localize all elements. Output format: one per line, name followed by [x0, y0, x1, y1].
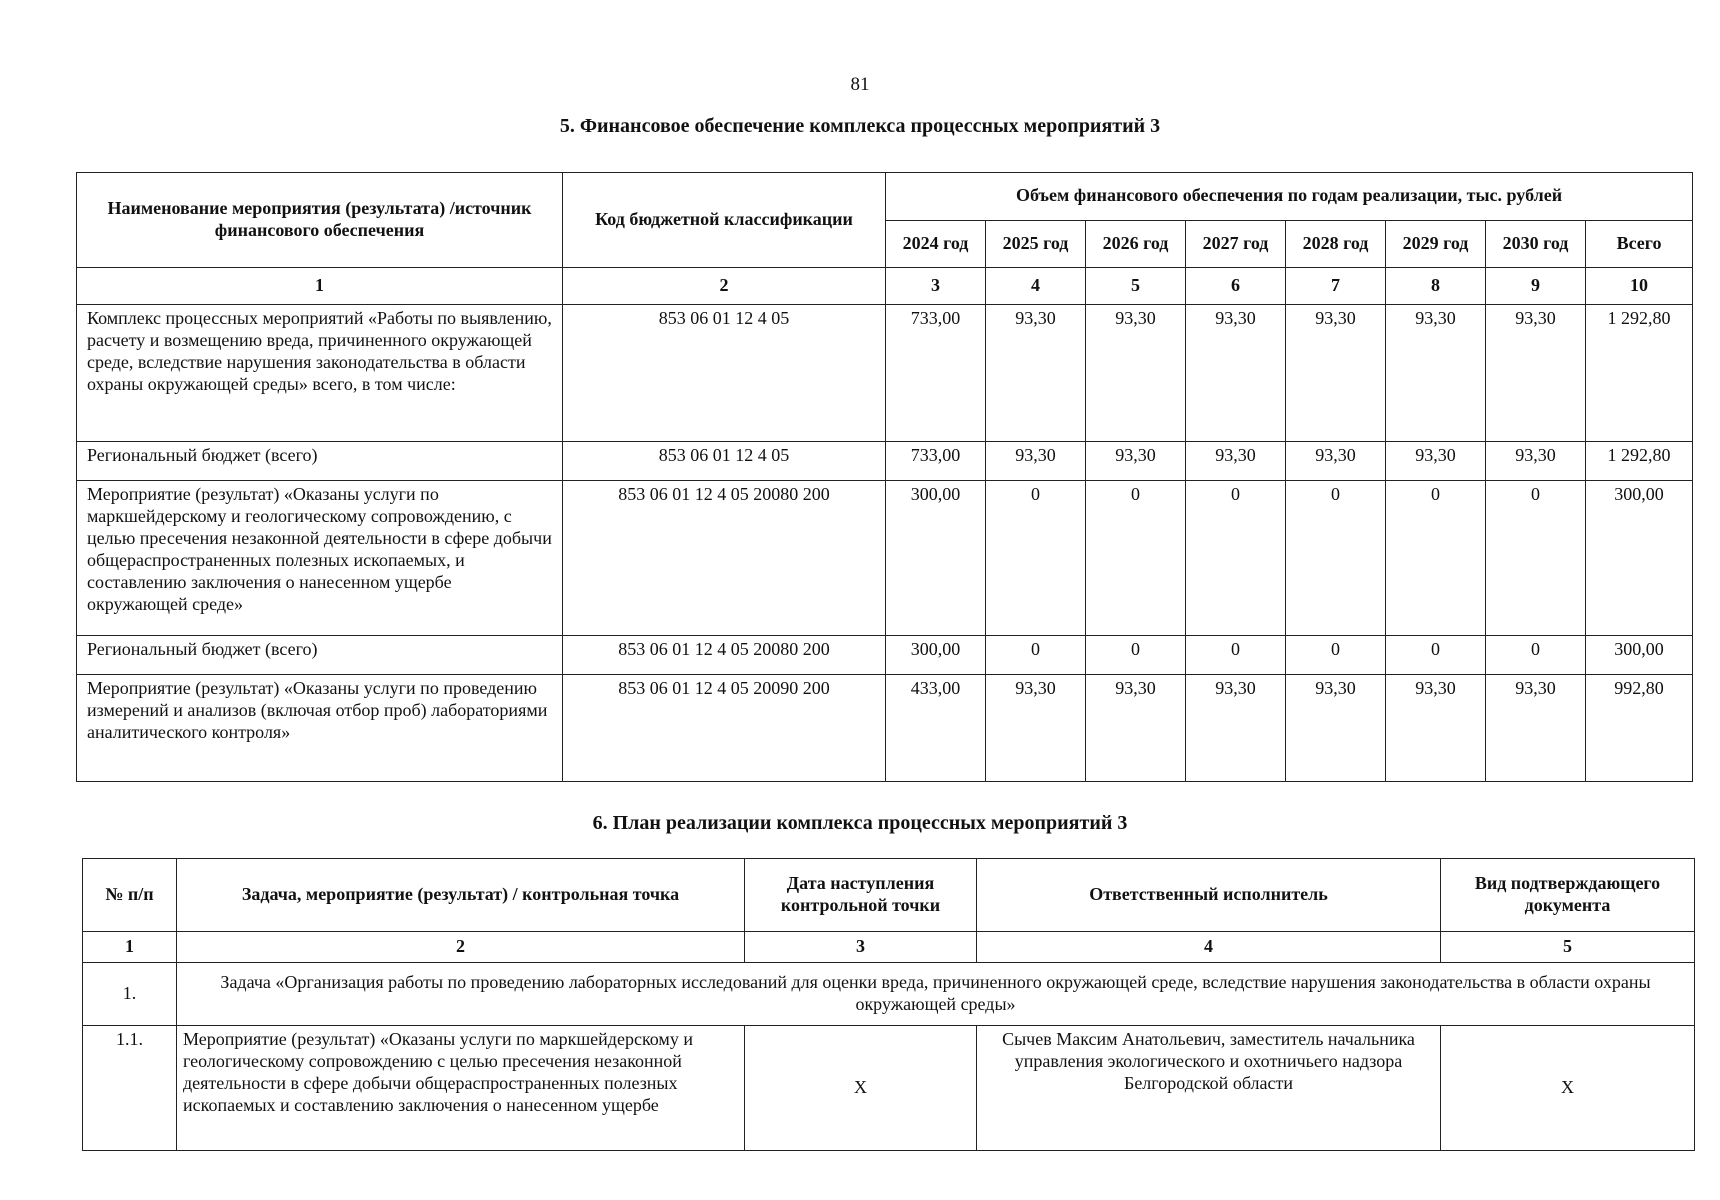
task-num: 1. [83, 963, 177, 1026]
table-row [77, 675, 1693, 782]
table-row [83, 963, 1695, 1026]
financial-index-row [77, 268, 1693, 305]
item-date: Х [745, 1026, 977, 1151]
row-value: 93,30 [1286, 442, 1386, 481]
row-code: 853 06 01 12 4 05 20080 200 [563, 481, 886, 636]
header-total: Всего [1586, 220, 1693, 268]
row-value: 0 [1186, 636, 1286, 675]
index-cell: 7 [1286, 268, 1386, 305]
row-value: 0 [1286, 636, 1386, 675]
row-code: 853 06 01 12 4 05 [563, 442, 886, 481]
row-value: 300,00 [886, 481, 986, 636]
item-doc: Х [1441, 1026, 1695, 1151]
row-value: 93,30 [1086, 442, 1186, 481]
header-year: 2030 год [1486, 220, 1586, 268]
row-value: 93,30 [1386, 675, 1486, 782]
row-value: 93,30 [1086, 305, 1186, 442]
row-value: 93,30 [1486, 442, 1586, 481]
header-year: 2028 год [1286, 220, 1386, 268]
row-name: Мероприятие (результат) «Оказаны услуги по проведению измерений и анализов (включая отбор проб) лабораториями аналитического контроля» [77, 675, 563, 782]
table-row [77, 305, 1693, 442]
header-year: 2024 год [886, 220, 986, 268]
row-value: 93,30 [1186, 675, 1286, 782]
row-value: 93,30 [986, 442, 1086, 481]
row-value: 733,00 [886, 442, 986, 481]
row-value: 0 [1486, 481, 1586, 636]
index-cell: 4 [977, 932, 1441, 963]
table-row [77, 442, 1693, 481]
header-volume: Объем финансового обеспечения по годам реализации, тыс. рублей [886, 173, 1693, 221]
row-value: 93,30 [1286, 305, 1386, 442]
row-value: 93,30 [1486, 675, 1586, 782]
row-name: Региональный бюджет (всего) [77, 442, 563, 481]
row-total: 300,00 [1586, 636, 1693, 675]
row-value: 0 [1186, 481, 1286, 636]
header-num: № п/п [83, 859, 177, 932]
header-code: Код бюджетной классификации [563, 173, 886, 268]
header-year: 2027 год [1186, 220, 1286, 268]
table-row [77, 636, 1693, 675]
index-cell: 1 [83, 932, 177, 963]
index-cell: 3 [745, 932, 977, 963]
row-value: 93,30 [1086, 675, 1186, 782]
row-name: Комплекс процессных мероприятий «Работы по выявлению, расчету и возмещению вреда, причиненного окружающей среде, вследствие нарушения законодательства в области охраны окружающей среды» всего, в том числе: [77, 305, 563, 442]
header-responsible: Ответственный исполнитель [977, 859, 1441, 932]
index-cell: 9 [1486, 268, 1586, 305]
financial-table [76, 172, 1693, 782]
row-name: Мероприятие (результат) «Оказаны услуги по маркшейдерскому и геологическому сопровождению, с целью пресечения незаконной деятельности в сфере добычи общераспространенных полезных ископаемых, и составлению заключения о нанесенном ущербе окружающей среде» [77, 481, 563, 636]
index-cell: 10 [1586, 268, 1693, 305]
index-cell: 1 [77, 268, 563, 305]
section-5-title: 5. Финансовое обеспечение комплекса процессных мероприятий 3 [559, 115, 1161, 137]
header-doc: Вид подтверждающего документа [1441, 859, 1695, 932]
header-year: 2029 год [1386, 220, 1486, 268]
row-code: 853 06 01 12 4 05 20080 200 [563, 636, 886, 675]
plan-table [82, 858, 1695, 1151]
item-responsible: Сычев Максим Анатольевич, заместитель начальника управления экологического и охотничьего надзора Белгородской области [977, 1026, 1441, 1151]
row-code: 853 06 01 12 4 05 [563, 305, 886, 442]
row-value: 0 [986, 481, 1086, 636]
task-text: Задача «Организация работы по проведению лабораторных исследований для оценки вреда, причиненного окружающей среде, вследствие нарушения законодательства в области охраны окружающей среды» [177, 963, 1695, 1026]
row-name: Региональный бюджет (всего) [77, 636, 563, 675]
row-value: 93,30 [1386, 305, 1486, 442]
row-total: 1 292,80 [1586, 442, 1693, 481]
row-value: 733,00 [886, 305, 986, 442]
table-row [77, 481, 1693, 636]
row-total: 992,80 [1586, 675, 1693, 782]
index-cell: 3 [886, 268, 986, 305]
table-row [83, 1026, 1695, 1151]
row-value: 93,30 [1286, 675, 1386, 782]
index-cell: 6 [1186, 268, 1286, 305]
row-value: 93,30 [1186, 442, 1286, 481]
row-value: 0 [986, 636, 1086, 675]
item-text: Мероприятие (результат) «Оказаны услуги по маркшейдерскому и геологическому сопровождению с целью пресечения незаконной деятельности в сфере добычи общераспространенных полезных ископаемых и составлению заключения о нанесенном ущербе [177, 1026, 745, 1151]
plan-index-row [83, 932, 1695, 963]
row-total: 300,00 [1586, 481, 1693, 636]
row-total: 1 292,80 [1586, 305, 1693, 442]
row-value: 93,30 [986, 675, 1086, 782]
row-code: 853 06 01 12 4 05 20090 200 [563, 675, 886, 782]
row-value: 0 [1086, 636, 1186, 675]
index-cell: 4 [986, 268, 1086, 305]
page-number: 81 [850, 74, 870, 95]
row-value: 433,00 [886, 675, 986, 782]
index-cell: 8 [1386, 268, 1486, 305]
index-cell: 5 [1441, 932, 1695, 963]
row-value: 0 [1286, 481, 1386, 636]
row-value: 0 [1486, 636, 1586, 675]
header-name: Наименование мероприятия (результата) /источник финансового обеспечения [77, 173, 563, 268]
item-num: 1.1. [83, 1026, 177, 1151]
row-value: 0 [1386, 481, 1486, 636]
section-6-title: 6. План реализации комплекса процессных мероприятий 3 [592, 812, 1128, 834]
plan-header-row [83, 859, 1695, 932]
row-value: 93,30 [1486, 305, 1586, 442]
row-value: 93,30 [1186, 305, 1286, 442]
header-year: 2026 год [1086, 220, 1186, 268]
row-value: 93,30 [986, 305, 1086, 442]
index-cell: 2 [177, 932, 745, 963]
row-value: 300,00 [886, 636, 986, 675]
row-value: 93,30 [1386, 442, 1486, 481]
row-value: 0 [1086, 481, 1186, 636]
financial-header-row [77, 173, 1693, 221]
index-cell: 5 [1086, 268, 1186, 305]
header-date: Дата наступления контрольной точки [745, 859, 977, 932]
header-task: Задача, мероприятие (результат) / контрольная точка [177, 859, 745, 932]
row-value: 0 [1386, 636, 1486, 675]
index-cell: 2 [563, 268, 886, 305]
header-year: 2025 год [986, 220, 1086, 268]
